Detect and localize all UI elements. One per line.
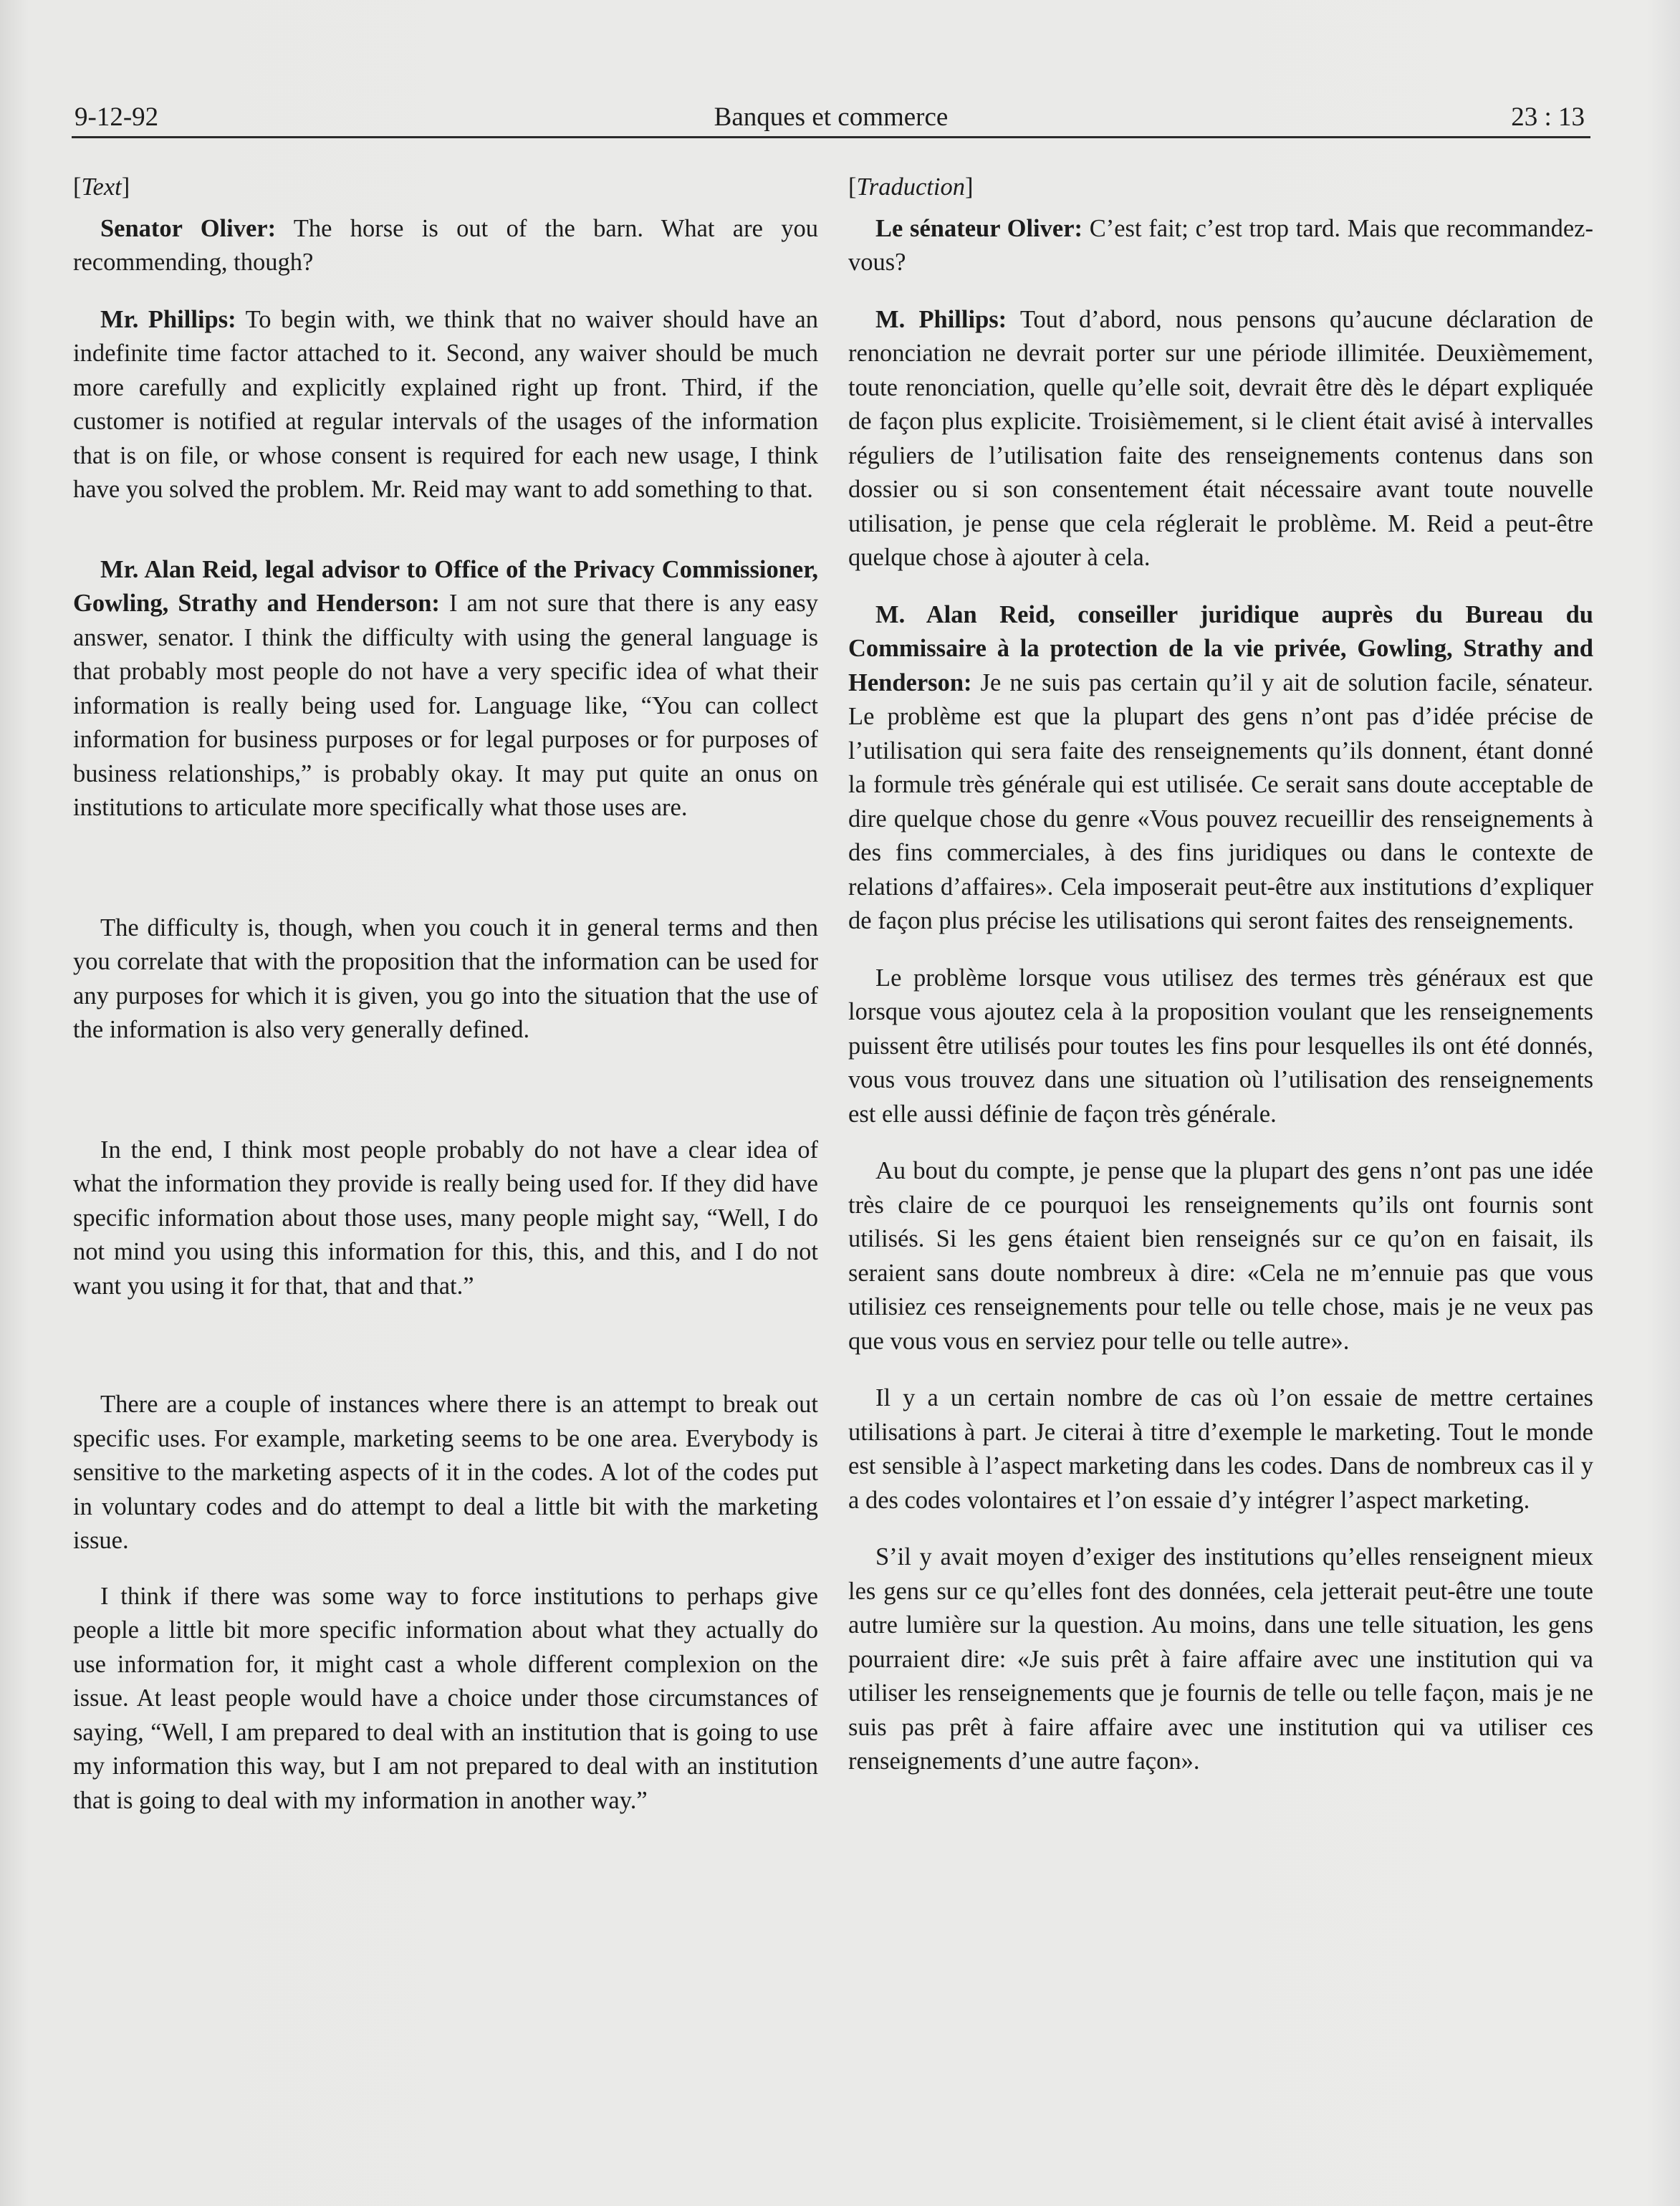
- english-column: [73, 171, 818, 1818]
- speaker: Senator Oliver:: [100, 214, 277, 242]
- paragraph-oliver: Senator Oliver: The horse is out of the barn. What are you recommending, though?: [73, 214, 818, 276]
- paragraph-end: In the end, I think most people probably do not have a clear idea of what the information they provide is really being used for. If they did have specific information about those uses, many people might say, “Well, I do not mind you using this information for this, this, and this, and I do not want you using it for that, that and that.”: [73, 1136, 818, 1300]
- paragraph-probleme-fr: Le problème lorsque vous utilisez des termes très généraux est que lorsque vous ajoutez cela à la proposition voulant que les renseignements puissent être utilisés pour toutes les fins pour lesquelles ils ont été donnés, vous vous trouvez dans une situation où l’utilisation des renseignements est elle aussi définie de façon très générale.: [848, 964, 1593, 1128]
- paragraph-oliver-fr: Le sénateur Oliver: C’est fait; c’est trop tard. Mais que recommandez-vous?: [848, 214, 1593, 276]
- paragraph-reid-fr: M. Alan Reid, conseiller juridique auprès du Bureau du Commissaire à la protection de la vie privée, Gowling, Strathy and Henderson: Je ne suis pas certain qu’il y ait de solution facile, sénateur. Le problème est que la plupart des gens n’ont pas d’idée précise de l’utilisation qui sera faite des renseignements qu’ils donnent, étant donné la formule très générale qui est utilisée. Ce serait sans doute acceptable de dire quelque chose du genre «Vous pouvez recueillir des renseignements à des fins commerciales, à des fins juridiques ou dans le contexte de relations d’affaires». Cela imposerait peut-être aux institutions d’expliquer de façon plus précise les utilisations qui seront faites des renseignements.: [848, 600, 1593, 934]
- speaker: Le sénateur Oliver:: [875, 214, 1083, 242]
- running-header: [72, 102, 1590, 138]
- paragraph-phillips: Mr. Phillips: To begin with, we think that no waiver should have an indefinite time factor attached to it. Second, any waiver should be much more carefully and explicitly explained right up front. Third, if the customer is notified at regular intervals of the usages of the information that is on file, or whose consent is required for each new usage, I think have you solved the problem. Mr. Reid may want to add something to that.: [73, 305, 818, 503]
- traduction-label: [Traduction]: [848, 173, 974, 201]
- paragraph-exiger-fr: S’il y avait moyen d’exiger des institutions qu’elles renseignent mieux les gens sur ce qu’elles font des données, cela jetterait peut-être une toute autre lumière sur la question. Au moins, dans une telle situation, les gens pourraient dire: «Je suis prêt à faire affaire avec une institution qui va utiliser les renseignements que je fournis de telle ou telle façon, mais je ne suis pas prêt à faire affaire avec une institution qui va utiliser ces renseignements d’une autre façon».: [848, 1543, 1593, 1775]
- speaker: M. Alan Reid, conseiller juridique auprès du Bureau du Commissaire à la protection de la vie privée, Gowling, Strathy and Henderson:: [848, 600, 1593, 696]
- speaker: Mr. Phillips:: [100, 305, 236, 333]
- paragraph-cas-fr: Il y a un certain nombre de cas où l’on essaie de mettre certaines utilisations à part. Je citerai à titre d’exemple le marketing. Tout le monde est sensible à l’aspect marketing dans les codes. Dans de nombreux cas il y a des codes volontaires et l’on essaie d’y intégrer l’aspect marketing.: [848, 1384, 1593, 1514]
- speaker: Mr. Alan Reid, legal advisor to Office of the Privacy Commissioner, Gowling, Strathy and Henderson:: [73, 555, 818, 617]
- paragraph-instances: There are a couple of instances where there is an attempt to break out specific uses. For example, marketing seems to be one area. Everybody is sensitive to the marketing aspects of it in the codes. A lot of the codes put in voluntary codes and do attempt to deal a little bit with the marketing issue.: [73, 1391, 818, 1554]
- text-label: [Text]: [73, 173, 130, 201]
- paragraph-reid: Mr. Alan Reid, legal advisor to Office of the Privacy Commissioner, Gowling, Strathy and Henderson: I am not sure that there is any easy answer, senator. I think the difficulty with using the general language is that probably most people do not have a very specific idea of what their information is really being used for. Language like, “You can collect information for business purposes or for legal purposes or for purposes of business relationships,” is probably okay. It may put quite an onus on institutions to articulate more specifically what those uses are.: [73, 555, 818, 821]
- paragraph-force: I think if there was some way to force institutions to perhaps give people a little bit more specific information about what they actually do use information for, it might cast a whole different complexion on the issue. At least people would have a choice under those circumstances of saying, “Well, I am prepared to deal with an institution that is going to use my information this way, but I am not prepared to deal with an institution that is going to deal with my information in another way.”: [73, 1582, 818, 1814]
- paragraph-bout-fr: Au bout du compte, je pense que la plupart des gens n’ont pas une idée très claire de ce pourquoi les renseignements qu’ils ont fournis sont utilisés. Si les gens étaient bien renseignés sur ce qu’on en faisait, ils seraient sans doute nombreux à dire: «Cela ne m’ennuie pas que vous utilisiez ces renseignements pour telle ou telle chose, mais je ne veux pas que vous vous en serviez pour telle ou telle autre».: [848, 1157, 1593, 1355]
- header-date: 9-12-92: [75, 102, 159, 132]
- header-page-number: 23 : 13: [1511, 102, 1585, 132]
- speaker: M. Phillips:: [875, 305, 1007, 333]
- paragraph-phillips-fr: M. Phillips: Tout d’abord, nous pensons qu’aucune déclaration de renonciation ne devrait porter sur une période illimitée. Deuxièmement, toute renonciation, quelle qu’elle soit, devrait être dès le départ expliquée de façon plus explicite. Troisièmement, si le client était avisé à intervalles réguliers de l’utilisation faite des renseignements contenus dans son dossier ou si son consentement était nécessaire avant toute nouvelle utilisation, je pense que cela réglerait le problème. M. Reid a peut-être quelque chose à ajouter à cela.: [848, 305, 1593, 571]
- paragraph-difficulty: The difficulty is, though, when you couch it in general terms and then you correlate that with the proposition that the information can be used for any purposes for which it is given, you go into the situation that the use of the information is also very generally defined.: [73, 913, 818, 1043]
- french-column: [848, 171, 1593, 1779]
- header-title: Banques et commerce: [714, 102, 949, 132]
